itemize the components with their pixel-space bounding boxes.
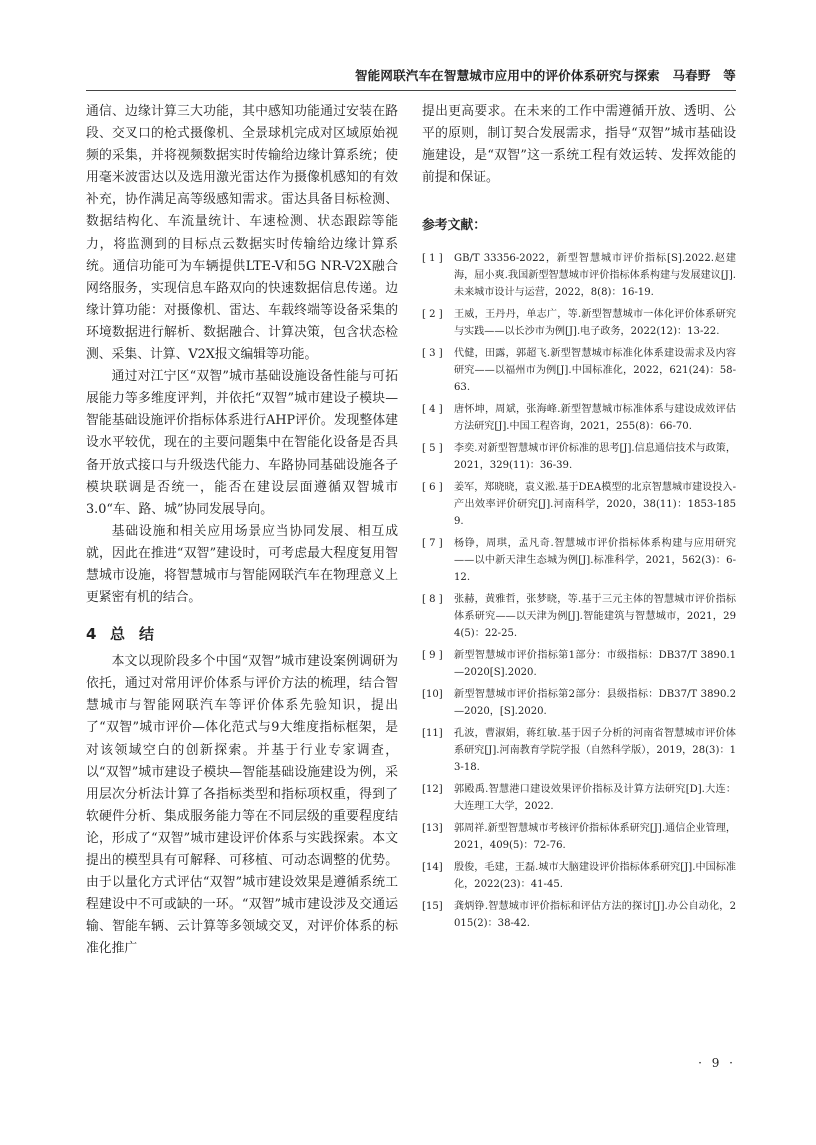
reference-number: [12] bbox=[422, 783, 443, 795]
reference-item bbox=[422, 899, 736, 933]
header-rule bbox=[86, 90, 736, 91]
reference-item bbox=[422, 480, 736, 531]
reference-text: 龚炳铮.智慧城市评价指标和评估方法的探讨[J].办公自动化，2015(2)：38-42. bbox=[454, 900, 736, 929]
reference-text: 张赫，黄雅哲，张梦晓，等.基于三元主体的智慧城市评价指标体系研究——以天津为例[J].智能建筑与智慧城市，2021，294(5)：22-25. bbox=[454, 594, 736, 639]
reference-number: [14] bbox=[422, 861, 443, 873]
reference-number: [ 3 ] bbox=[422, 348, 443, 360]
references-heading: 参考文献： bbox=[422, 218, 486, 234]
reference-text: 郭殿禹.智慧港口建设效果评价指标及计算方法研究[D].大连：大连理工大学，2022. bbox=[454, 783, 736, 812]
reference-number: [15] bbox=[422, 900, 443, 912]
reference-item bbox=[422, 307, 736, 341]
reference-text: 王威，王丹丹，单志广，等.新型智慧城市一体化评价体系研究与实践——以长沙市为例[J].电子政务，2022(12)：13-22. bbox=[454, 309, 736, 338]
right-column bbox=[422, 101, 736, 938]
reference-number: [10] bbox=[422, 688, 443, 700]
reference-text: 新型智慧城市评价指标第1部分：市级指标：DB37/T 3890.1—2020[S].2020. bbox=[454, 649, 736, 678]
left-paragraph-4: 本文以现阶段多个中国“双智”城市建设案例调研为依托，通过对常用评价体系与评价方法的梳理，结合智慧城市与智能网联汽车等评价体系先验知识，提出了“双智”城市评价—体化范式与9大维度指标框架，是对该领域空白的创新探索。并基于行业专家调查，以“双智”城市建设子模块—智能基础设施建设为例，采用层次分析法计算了各指标类型和指标项权重，得到了软硬件分析、集成服务能力等在不同层级的重要程度结论，形成了“双智”城市建设评价体系与实践探索。本文提出的模型具有可解释、可移植、可动态调整的优势。由于以量化方式评估“双智”城市建设效果是遵循系统工程建设中不可或缺的一环。“双智”城市建设涉及交通运输、智能车辆、云计算等多领域交叉，对评价体系的标准化推广 bbox=[86, 654, 398, 957]
reference-item bbox=[422, 821, 736, 855]
left-column bbox=[86, 101, 398, 960]
reference-text: 代健，田露，郭超飞.新型智慧城市标准化体系建设需求及内容研究——以福州市为例[J].中国标准化，2022，621(24)：58-63. bbox=[454, 348, 736, 394]
section-title: 总结 bbox=[110, 625, 169, 644]
reference-item bbox=[422, 441, 736, 475]
reference-item bbox=[422, 648, 736, 682]
reference-item bbox=[422, 687, 736, 721]
section-heading bbox=[86, 619, 398, 649]
reference-item bbox=[422, 536, 736, 587]
reference-number: [ 9 ] bbox=[422, 649, 443, 661]
reference-number: [13] bbox=[422, 822, 443, 834]
reference-text: 郭周祥.新型智慧城市考核评价指标体系研究[J].通信企业管理，2021，409(5)：72-76. bbox=[454, 822, 736, 851]
reference-list bbox=[422, 251, 736, 932]
reference-text: 新型智慧城市评价指标第2部分：县级指标：DB37/T 3890.2—2020，[S].2020. bbox=[454, 688, 736, 717]
reference-text: GB/T 33356-2022，新型智慧城市评价指标[S].2022.赵建海，屈小爽.我国新型智慧城市评价指标体系构建与发展建议[J].未来城市设计与运营，2022，8(8)：16-19. bbox=[454, 253, 736, 299]
left-paragraph-3: 基础设施和相关应用场景应当协同发展、相互成就，因此在推进“双智”建设时，可考虑最大程度复用智慧城市设施，将智慧城市与智能网联汽车在物理意义上更紧密有机的结合。 bbox=[86, 523, 398, 606]
reference-text: 杨铮，周琪，孟凡奇.智慧城市评价指标体系构建与应用研究——以中新天津生态城为例[J].标准科学，2021，562(3)：6-12. bbox=[454, 538, 736, 583]
reference-text: 唐怀坤，周斌，张海峰.新型智慧城市标准体系与建设成效评估方法研究[J].中国工程咨询，2021，255(8)：66-70. bbox=[454, 404, 736, 433]
reference-number: [ 6 ] bbox=[422, 482, 443, 494]
reference-item bbox=[422, 860, 736, 894]
reference-number: [11] bbox=[422, 727, 443, 739]
reference-number: [ 5 ] bbox=[422, 443, 443, 455]
running-header: 智能网联汽车在智慧城市应用中的评价体系研究与探索 马春野 等 bbox=[354, 68, 736, 83]
reference-number: [ 4 ] bbox=[422, 404, 443, 416]
reference-number: [ 8 ] bbox=[422, 594, 443, 605]
page-number: · 9 · bbox=[698, 1056, 736, 1070]
reference-item bbox=[422, 402, 736, 436]
reference-text: 孔波，曹淑娟，蒋红敏.基于因子分析的河南省智慧城市评价体系研究[J].河南教育学院学报（自然科学版），2019，28(3)：13-18. bbox=[454, 727, 736, 773]
reference-number: [ 2 ] bbox=[422, 309, 443, 321]
reference-item bbox=[422, 782, 736, 816]
reference-item bbox=[422, 346, 736, 397]
reference-text: 殷俊，毛建，王磊.城市大脑建设评价指标体系研究[J].中国标准化，2022(23)：41-45. bbox=[454, 861, 736, 890]
reference-text: 李奕.对新型智慧城市评价标准的思考[J].信息通信技术与政策，2021，329(11)：36-39. bbox=[454, 443, 736, 472]
left-paragraph-2: 通过对江宁区“双智”城市基础设施设备性能与可拓展能力等多维度评判，并依托“双智”城市建设子模块—智能基础设施评价指标体系进行AHP评价。发现整体建设水平较优，现在的主要问题集中在智能化设备是否具备开放式接口与升级迭代能力、车路协同基础设施各子模块联调是否统一，能否在建设层面遵循双智城市3.0“车、路、城”协同发展导向。 bbox=[86, 369, 398, 517]
reference-number: [ 7 ] bbox=[422, 538, 443, 550]
reference-item bbox=[422, 251, 736, 302]
reference-item bbox=[422, 726, 736, 777]
reference-number: [ 1 ] bbox=[422, 253, 443, 265]
section-number: 4 bbox=[86, 625, 98, 644]
right-paragraph-1: 提出更高要求。在未来的工作中需遵循开放、透明、公平的原则，制订契合发展需求，指导“双智”城市基础设施建设，是“双智”这一系统工程有效运转、发挥效能的前提和保证。 bbox=[422, 104, 736, 186]
reference-text: 姜军，郑晓晓，袁义淞.基于DEA模型的北京智慧城市建设投入-产出效率评价研究[J].河南科学，2020，38(11)：1853-1859. bbox=[454, 482, 736, 527]
reference-item bbox=[422, 592, 736, 643]
left-paragraph-1: 通信、边缘计算三大功能，其中感知功能通过安装在路段、交叉口的枪式摄像机、全景球机完成对区域原始视频的采集，并将视频数据实时传输给边缘计算系统；使用毫米波雷达以及选用激光雷达作为摄像机感知的有效补充，协作满足高等级感知需求。雷达具备目标检测、数据结构化、车流量统计、车速检测、状态跟踪等能力，将监测到的目标点云数据实时传输给边缘计算系统。通信功能可为车辆提供LTE-V和5G NR-V2X融合网络服务，实现信息车路双向的快速数据信息传递。边缘计算功能：对摄像机、雷达、车载终端等设备采集的环境数据进行解析、数据融合、计算决策，包含状态检测、采集、计算、V2X报文编辑等功能。 bbox=[86, 104, 398, 363]
